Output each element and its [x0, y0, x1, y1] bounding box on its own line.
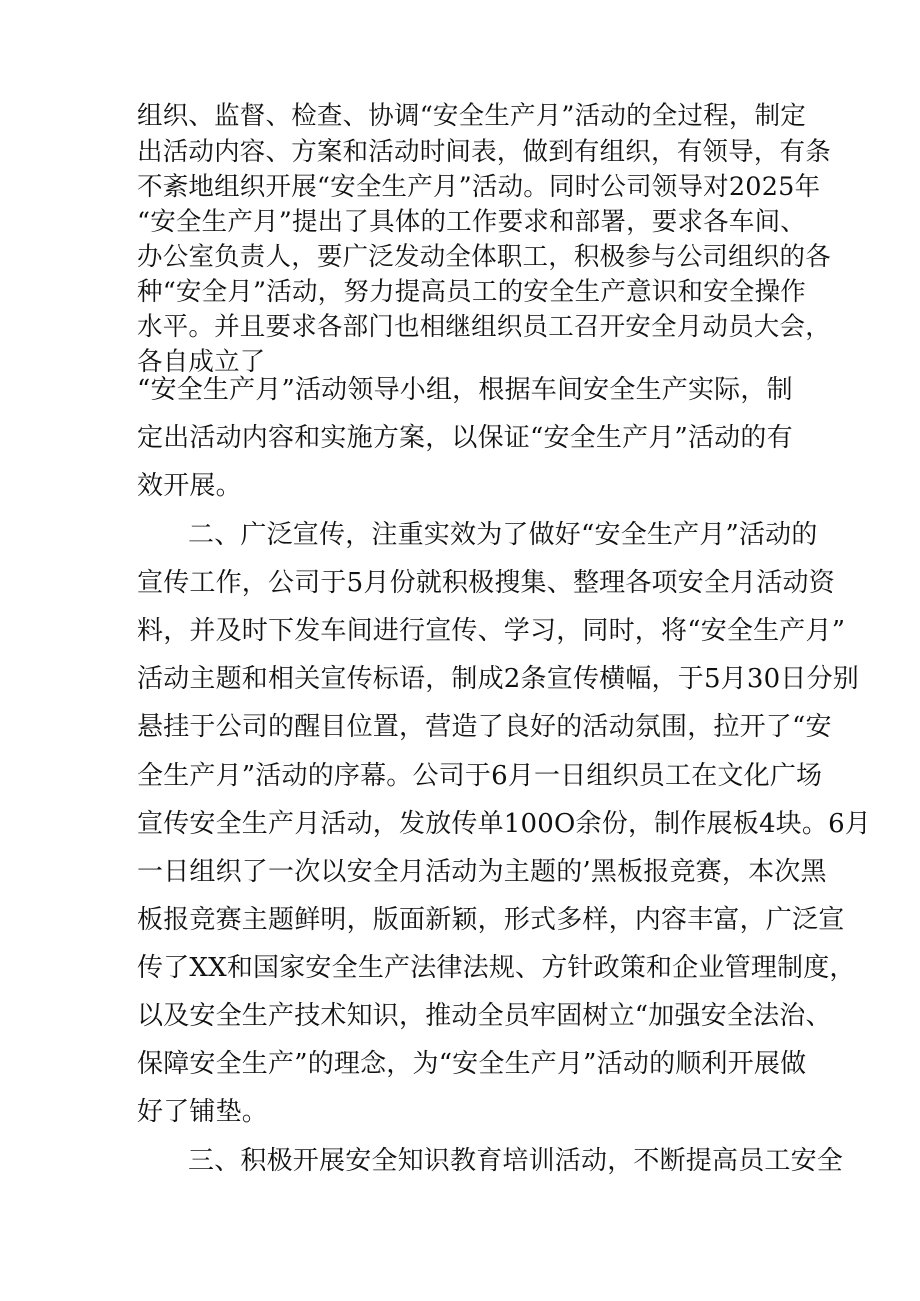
- text-line: 悬挂于公司的醒目位置，营造了良好的活动氛围，拉开了“安: [137, 712, 832, 742]
- text-line: 各自成立了: [137, 347, 266, 377]
- text-line: 效开展。: [137, 471, 242, 501]
- text-line: 出活动内容、方案和活动时间表，做到有组织，有领导，有条: [137, 137, 831, 167]
- text-line: 宣传安全生产月活动，发放传单100O余份，制作展板4块。6月: [137, 809, 872, 839]
- text-line: 板报竞赛主题鲜明，版面新颖，形式多样，内容丰富，广泛宣: [137, 905, 845, 935]
- text-line: 全生产月”活动的序幕。公司于6月一日组织员工在文化广场: [137, 761, 823, 791]
- text-line: 种“安全月”活动，努力提高员工的安全生产意识和安全操作: [137, 277, 806, 307]
- section-heading-line: 三、积极开展安全知识教育培训活动，不断提高员工安全: [188, 1146, 844, 1176]
- text-line: 水平。并且要求各部门也相继组织员工召开安全月动员大会，: [137, 312, 831, 342]
- text-line: 料，并及时下发车间进行宣传、学习，同时，将“安全生产月”: [137, 616, 846, 646]
- text-line: 办公室负责人，要广泛发动全体职工，积极参与公司组织的各: [137, 242, 831, 272]
- text-line: 保障安全生产”的理念，为“安全生产月”活动的顺利开展做: [137, 1049, 807, 1079]
- text-line: 以及安全生产技术知识，推动全员牢固树立“加强安全法治、: [137, 1001, 832, 1031]
- section-heading-line: 二、广泛宣传，注重实效为了做好“安全生产月”活动的: [188, 520, 818, 550]
- text-line: “安全生产月”活动领导小组，根据车间安全生产实际，制: [137, 375, 793, 405]
- text-line: 宣传工作，公司于5月份就积极搜集、整理各项安全月活动资: [137, 568, 835, 598]
- text-line: “安全生产月”提出了具体的工作要求和部署，要求各车间、: [137, 207, 806, 237]
- text-line: 不紊地组织开展“安全生产月”活动。同时公司领导对2025年: [137, 172, 821, 202]
- text-line: 好了铺垫。: [137, 1097, 269, 1127]
- text-line: 定出活动内容和实施方案，以保证“安全生产月”活动的有: [137, 423, 793, 453]
- text-line: 活动主题和相关宣传标语，制成2条宣传横幅，于5月30日分别: [137, 664, 859, 694]
- text-line: 一日组织了一次以安全月活动为主题的’黑板报竞赛，本次黑: [137, 857, 827, 887]
- text-line: 传了XX和国家安全生产法律法规、方针政策和企业管理制度，: [137, 953, 856, 983]
- text-line: 组织、监督、检查、协调“安全生产月”活动的全过程，制定: [137, 101, 806, 131]
